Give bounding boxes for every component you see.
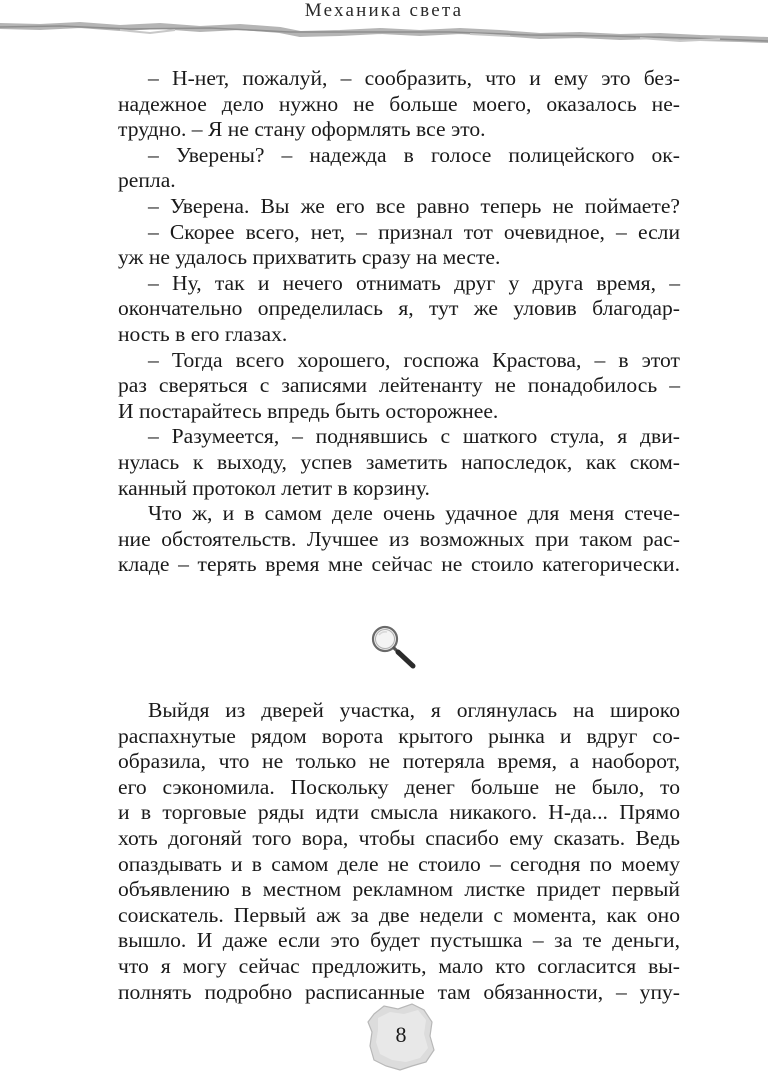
text-block-dialogue xyxy=(118,66,680,578)
text-line: его сэкономила. Поскольку денег больше не было, то xyxy=(118,774,680,799)
text-block-narrative xyxy=(118,698,680,1005)
text-line: репла. xyxy=(118,168,176,193)
page-number: 8 xyxy=(395,1022,407,1047)
text-line: – Тогда всего хорошего, госпожа Крастова, – в этот xyxy=(148,347,680,372)
text-line: ние обстоятельств. Лучшее из возможных при таком рас- xyxy=(118,526,680,551)
text-line: Что ж, и в самом деле очень удачное для меня стече- xyxy=(148,501,680,526)
text-line: – Скорее всего, нет, – признал тот очевидное, – если xyxy=(148,219,680,244)
text-line: кладе – терять время мне сейчас не стоило категорически. xyxy=(118,552,680,577)
text-line: раз сверяться с записями лейтенанту не понадобилось – xyxy=(118,373,680,398)
text-line: ность в его глазах. xyxy=(118,321,288,346)
running-title: Механика света xyxy=(304,0,464,21)
text-line: окончательно определилась я, тут же уловив благодар- xyxy=(118,296,680,321)
text-line: – Разумеется, – поднявшись с шаткого стула, я дви- xyxy=(148,424,680,449)
text-line: соискатель. Первый аж за две недели с момента, как оно xyxy=(118,902,680,927)
text-line: уж не удалось прихватить сразу на месте. xyxy=(118,245,501,270)
text-line: трудно. – Я не стану оформлять все это. xyxy=(118,117,486,142)
text-line: Выйдя из дверей участка, я оглянулась на широко xyxy=(148,698,680,722)
text-line: – Уверена. Вы же его все равно теперь не поймаете? xyxy=(148,193,680,218)
text-line: полнять подробно расписанные там обязанности, – упу- xyxy=(118,979,680,1004)
text-line: вышло. И даже если это будет пустышка – за те деньги, xyxy=(118,928,680,953)
text-line: опаздывать и в самом деле не стоило – сегодня по моему xyxy=(118,851,680,876)
text-line: объявлению в местном рекламном листке придет первый xyxy=(118,877,680,902)
text-line: образила, что не только не потеряла время, а наоборот, xyxy=(118,749,680,774)
text-line: распахнутые рядом ворота крытого рынка и вдруг со- xyxy=(118,723,680,748)
text-line: И постарайтесь впредь быть осторожнее. xyxy=(118,398,499,423)
text-line: канный протокол летит в корзину. xyxy=(118,475,430,500)
magnifying-glass-icon xyxy=(368,622,422,672)
text-line: нулась к выходу, успев заметить напоследок, как ском- xyxy=(118,449,680,474)
text-line: надежное дело нужно не больше моего, оказалось не- xyxy=(118,91,680,116)
text-line: хоть догоняй того вора, чтобы спасибо ему сказать. Ведь xyxy=(118,825,680,850)
text-line: – Н-нет, пожалуй, – сообразить, что и ему это без- xyxy=(148,66,680,90)
text-line: – Ну, так и нечего отнимать друг у друга время, – xyxy=(148,270,680,295)
text-line: что я могу сейчас предложить, мало кто согласится вы- xyxy=(118,953,680,978)
text-line: и в торговые ряды идти смысла никакого. Н-да... Прямо xyxy=(118,800,680,825)
text-line: – Уверены? – надежда в голосе полицейского ок- xyxy=(148,142,680,167)
